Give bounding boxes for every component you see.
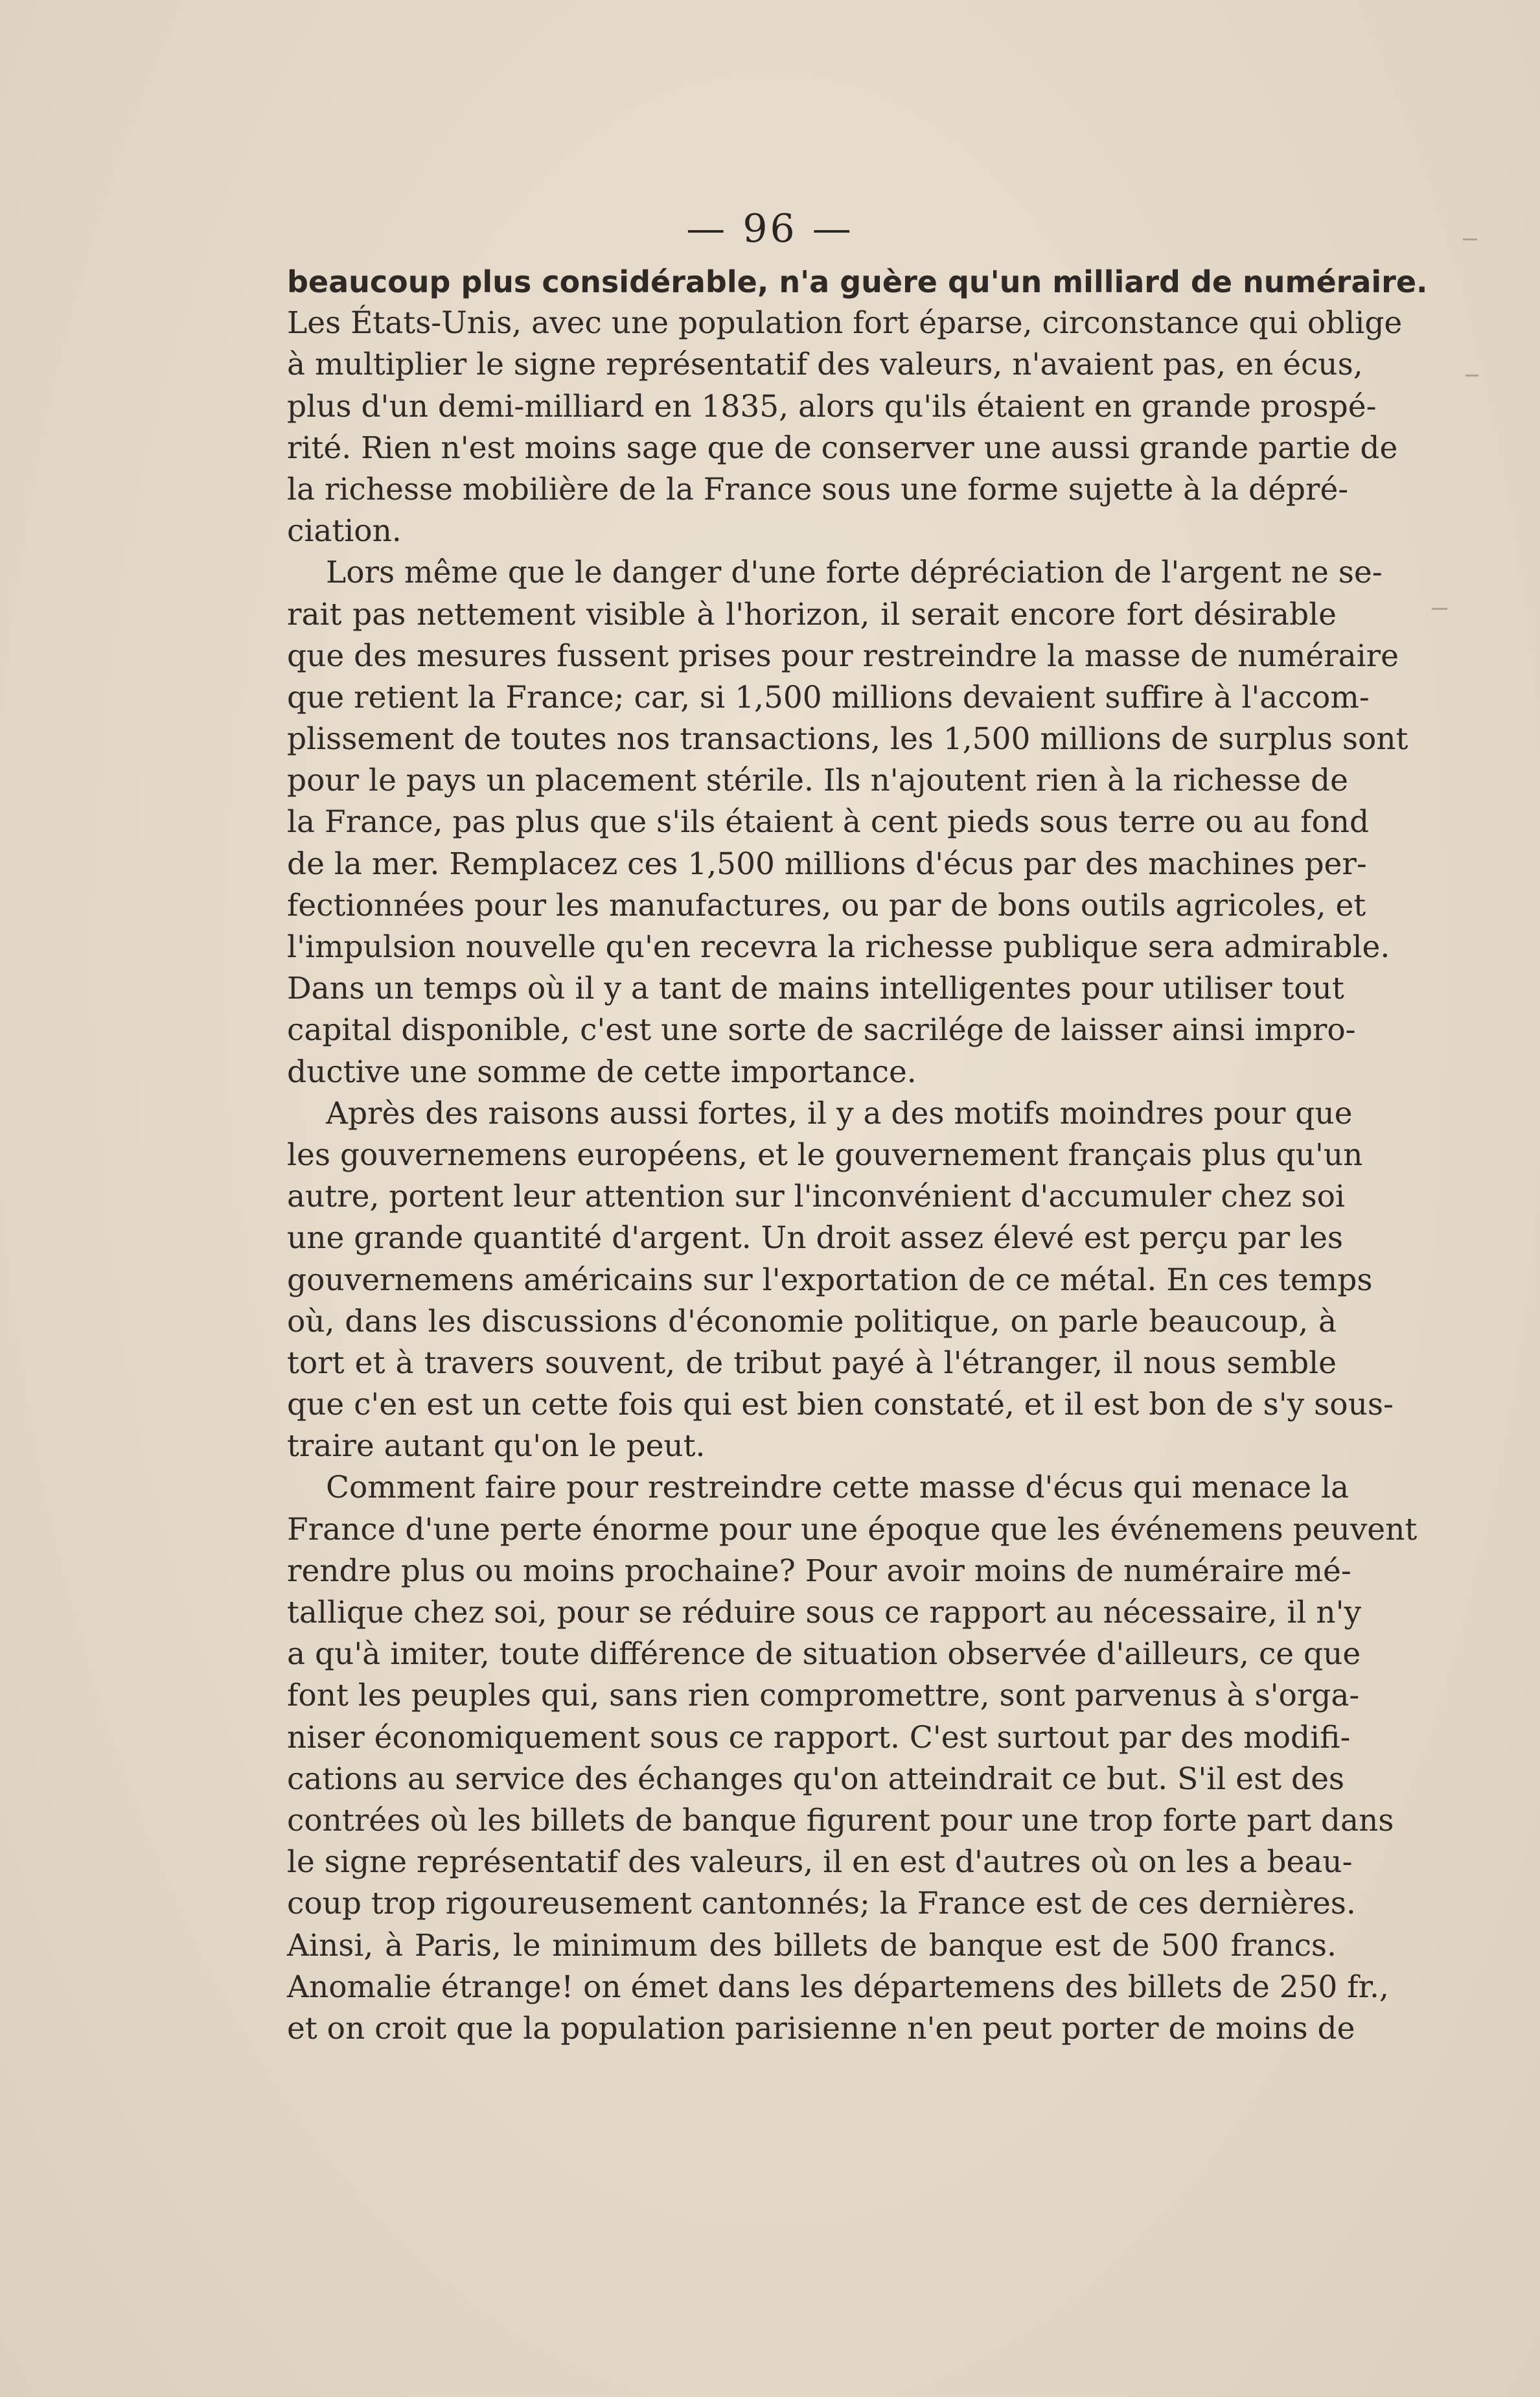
text-line: Dans un temps où il y a tant de mains intelligentes pour utiliser tout [287,971,1344,1007]
text-line: ciation. [287,513,402,550]
text-line: beaucoup plus considérable, n'a guère qu'un milliard de numéraire. [287,264,1428,299]
text-line: que retient la France; car, si 1,500 millions devaient suffire à l'accom- [287,679,1370,715]
text-line: capital disponible, c'est une sorte de sacrilége de laisser ainsi impro- [287,1012,1356,1048]
text-line: rait pas nettement visible à l'horizon, il serait encore fort désirable [287,596,1337,632]
text-line: le signe représentatif des valeurs, il en est d'autres où on les a beau- [287,1844,1353,1881]
text-line: une grande quantité d'argent. Un droit assez élevé est perçu par les [287,1220,1344,1256]
text-line: que des mesures fussent prises pour restreindre la masse de numéraire [287,638,1399,674]
margin-mark [1465,375,1478,376]
text-line: tallique chez soi, pour se réduire sous ce rapport au nécessaire, il n'y [287,1595,1362,1630]
text-line: l'impulsion nouvelle qu'en recevra la richesse publique sera admirable. [287,929,1390,965]
text-line: cations au service des échanges qu'on atteindrait ce but. S'il est des [287,1761,1345,1797]
text-line: et on croit que la population parisienne n'en peut porter de moins de [287,2010,1355,2046]
text-line: rité. Rien n'est moins sage que de conserver une aussi grande partie de [287,430,1398,466]
text-line: niser économiquement sous ce rapport. C'est surtout par des modifi- [287,1719,1351,1755]
text-line: fectionnées pour les manufactures, ou par de bons outils agricoles, et [287,887,1366,923]
text-line: de la mer. Remplacez ces 1,500 millions d'écus par des machines per- [287,846,1367,882]
text-line: plus d'un demi-milliard en 1835, alors qu'ils étaient en grande prospé- [287,388,1377,424]
text-line: France d'une perte énorme pour une époque que les événemens peuvent [287,1511,1418,1547]
text-line: à multiplier le signe représentatif des valeurs, n'avaient pas, en écus, [287,347,1363,383]
text-line: Après des raisons aussi fortes, il y a des motifs moindres pour que [326,1095,1353,1131]
text-line: Les États-Unis, avec une population fort éparse, circonstance qui oblige [287,305,1403,342]
text-line: Anomalie étrange! on émet dans les départemens des billets de 250 fr., [287,1969,1389,2005]
text-line: la richesse mobilière de la France sous une forme sujette à la dépré- [287,471,1349,507]
text-line: rendre plus ou moins prochaine? Pour avoir moins de numéraire mé- [287,1553,1351,1589]
text-line: font les peuples qui, sans rien compromettre, sont parvenus à s'orga- [287,1678,1360,1714]
text-line: que c'en est un cette fois qui est bien constaté, et il est bon de s'y sous- [287,1387,1394,1423]
text-line: Ainsi, à Paris, le minimum des billets de banque est de 500 francs. [287,1927,1337,1963]
text-line: pour le pays un placement stérile. Ils n'ajoutent rien à la richesse de [287,763,1348,799]
text-line: la France, pas plus que s'ils étaient à cent pieds sous terre ou au fond [287,804,1370,840]
text-line: où, dans les discussions d'économie politique, on parle beaucoup, à [287,1303,1337,1339]
text-line: contrées où les billets de banque figurent pour une trop forte part dans [287,1802,1394,1838]
text-line: Comment faire pour restreindre cette masse d'écus qui menace la [326,1470,1350,1506]
text-line: autre, portent leur attention sur l'inconvénient d'accumuler chez soi [287,1179,1345,1215]
text-line: traire autant qu'on le peut. [287,1428,706,1465]
text-line: les gouvernemens européens, et le gouvernement français plus qu'un [287,1137,1363,1173]
margin-mark [1432,608,1447,610]
text-line: coup trop rigoureusement cantonnés; la France est de ces dernières. [287,1886,1356,1922]
text-line: gouvernemens américains sur l'exportation de ce métal. En ces temps [287,1262,1373,1298]
text-line: plissement de toutes nos transactions, les 1,500 millions de surplus sont [287,721,1408,758]
text-line: a qu'à imiter, toute différence de situation observée d'ailleurs, ce que [287,1636,1361,1673]
text-line: tort et à travers souvent, de tribut payé à l'étranger, il nous semble [287,1345,1337,1381]
page-number: — 96 — [686,206,854,251]
text-line: Lors même que le danger d'une forte dépréciation de l'argent ne se- [326,555,1383,591]
text-line: ductive une somme de cette importance. [287,1054,917,1090]
body-text [287,261,1428,2050]
